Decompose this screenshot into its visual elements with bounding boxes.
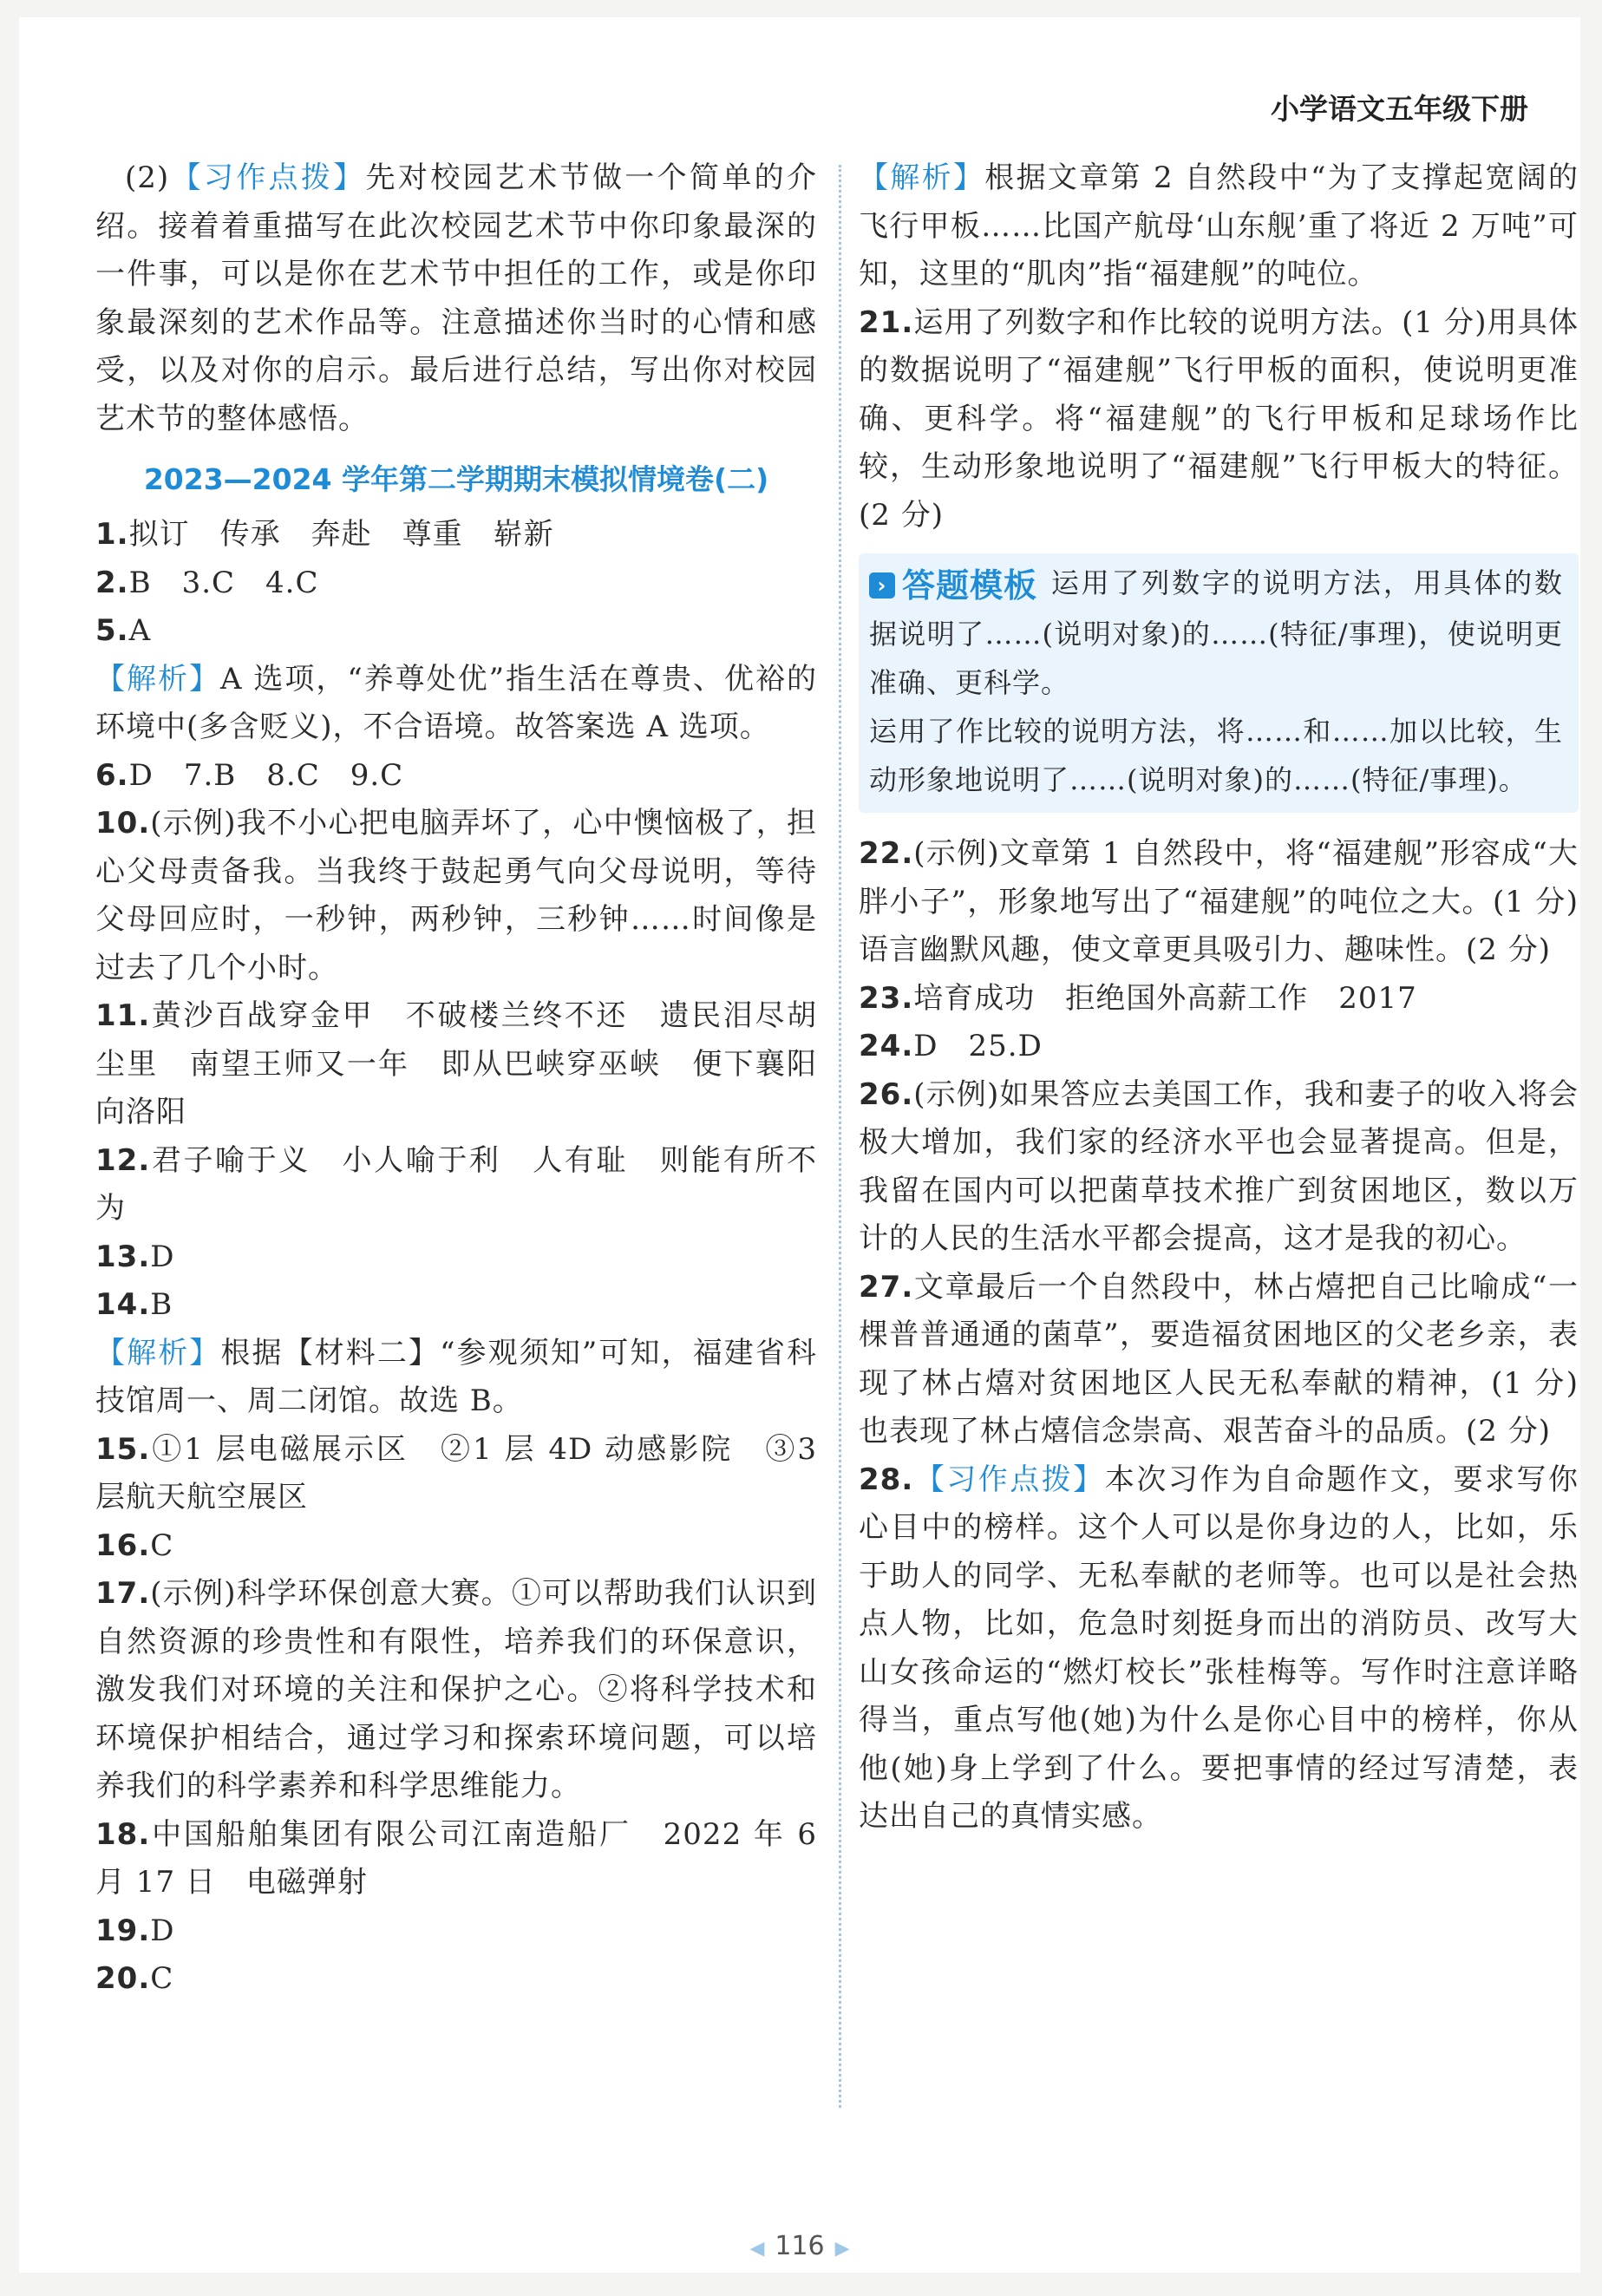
item-text: A 选项，“养尊处优”指生活在尊贵、优裕的环境中(多含贬义)，不合语境。故答案选 A 选项。 (95, 661, 818, 744)
item-number: 5. (95, 613, 129, 648)
answer-item (859, 1023, 1579, 1071)
item-number: 6. (95, 757, 129, 793)
answer-item (95, 559, 817, 608)
column-divider (839, 165, 841, 2108)
triangle-left-icon: ◀ (749, 2238, 765, 2260)
answer-item (95, 1233, 817, 1282)
item-number: 18. (95, 1816, 151, 1852)
item-text: 培育成功 拒绝国外高薪工作 2017 (913, 980, 1417, 1016)
item-text: 君子喻于义 小人喻于利 人有耻 则能有所不为 (95, 1142, 817, 1226)
page-number (19, 2231, 1580, 2261)
item-text: C (150, 1527, 174, 1563)
answer-item (859, 975, 1579, 1024)
answer-item (95, 1426, 817, 1522)
item-text: 根据【材料二】“参观须知”可知，福建省科技馆周一、周二闭馆。故选 B。 (95, 1335, 817, 1418)
item-number: 21. (859, 304, 914, 340)
item-text: A (128, 613, 152, 648)
item-text: D 25.D (913, 1029, 1043, 1063)
item-number: 2. (95, 565, 129, 600)
item-number: 19. (95, 1913, 151, 1948)
answer-item (859, 830, 1579, 975)
item-text: B (150, 1287, 173, 1322)
item-number: 17. (95, 1576, 151, 1611)
triangle-right-icon: ▶ (834, 2238, 850, 2260)
item-text: C (150, 1961, 174, 1996)
item-number: 24. (859, 1029, 914, 1063)
item-number: 16. (95, 1527, 151, 1563)
item-number: 22. (859, 836, 914, 871)
answer-item (95, 752, 817, 801)
intro-prefix: (2) (125, 160, 170, 195)
intro-text: 先对校园艺术节做一个简单的介绍。接着着重描写在此次校园艺术节中你印象最深的一件事，可以是你在艺术节中担任的工作，或是你印象最深刻的艺术作品等。注意描述你当时的心情和感受，以及对你的启示。最后进行总结，写出你对校园艺术节的整体感悟。 (95, 160, 817, 436)
intro-paragraph (95, 154, 817, 443)
left-column (95, 154, 817, 2004)
answer-item (95, 992, 817, 1137)
template-line-2: 运用了作比较的说明方法，将……和……加以比较，生动形象地说明了……(说明对象)的……(特征/事理)。 (869, 715, 1563, 796)
answer-item (95, 1281, 817, 1330)
answer-item (95, 1137, 817, 1233)
item-text: 文章最后一个自然段中，林占熺把自己比喻成“一棵普普通通的菌草”，要造福贫困地区的父老乡亲，表现了林占熺对贫困地区人民无私奉献的精神，(1 分)也表现了林占熺信念崇高、艰苦奋斗的品质。(2 分) (859, 1269, 1579, 1449)
writing-tip-tag: 【习作点拨】 (913, 1462, 1105, 1497)
item-text: (示例)我不小心把电脑弄坏了，心中懊恼极了，担心父母责备我。当我终于鼓起勇气向父母说明，等待父母回应时，一秒钟，两秒钟，三秒钟……时间像是过去了几个小时。 (95, 806, 817, 985)
page (19, 17, 1580, 2273)
item-text: 中国船舶集团有限公司江南造船厂 2022 年 6 月 17 日 电磁弹射 (95, 1816, 817, 1900)
answer-item (859, 299, 1579, 540)
item-number: 15. (95, 1431, 151, 1467)
item-text: 本次习作为自命题作文，要求写你心目中的榜样。这个人可以是你身边的人，比如，乐于助人的同学、无私奉献的老师等。也可以是社会热点人物，比如，危急时刻挺身而出的消防员、改写大山女孩命运的“燃灯校长”张桂梅等。写作时注意详略得当，重点写他(她)为什么是你心目中的榜样，你从他(她)身上学到了什么。要把事情的经过写清楚，表达出自己的真情实感。 (859, 1462, 1579, 1834)
analysis-tag: 【解析】 (95, 661, 220, 697)
answer-item (859, 1264, 1579, 1456)
item-number: 26. (859, 1076, 914, 1112)
answer-item (859, 1456, 1579, 1841)
answer-item (95, 1811, 817, 1907)
item-number: 12. (95, 1142, 151, 1178)
item-number: 27. (859, 1269, 914, 1305)
item-text: 运用了列数字和作比较的说明方法。(1 分)用具体的数据说明了“福建舰”飞行甲板的面积，使说明更准确、更科学。将“福建舰”的飞行甲板和足球场作比较，生动形象地说明了“福建舰”飞行甲板大的特征。(2 分) (859, 304, 1579, 533)
section-title: 2023—2024 学年第二学期期末模拟情境卷(二) (143, 462, 769, 496)
answer-item (95, 1955, 817, 2004)
item-number: 13. (95, 1239, 151, 1274)
item-number: 10. (95, 806, 151, 841)
item-text: (示例)如果答应去美国工作，我和妻子的收入将会极大增加，我们家的经济水平也会显著提高。但是，我留在国内可以把菌草技术推广到贫困地区，数以万计的人民的生活水平都会提高，这才是我的初心。 (859, 1076, 1579, 1256)
item-number: 28. (859, 1462, 914, 1497)
item-text: 黄沙百战穿金甲 不破楼兰终不还 遗民泪尽胡尘里 南望王师又一年 即从巴峡穿巫峡 便下襄阳向洛阳 (95, 998, 817, 1129)
item-text: ①1 层电磁展示区 ②1 层 4D 动感影院 ③3 层航天航空展区 (95, 1431, 817, 1514)
item-number: 14. (95, 1287, 151, 1322)
answer-item (95, 511, 817, 559)
item-number: 1. (95, 517, 129, 552)
template-heading (869, 561, 1037, 610)
header-title: 小学语文五年级下册 (1271, 92, 1528, 126)
chevron-right-icon: › (869, 572, 895, 599)
template-line-1 (869, 559, 1563, 707)
right-column (859, 154, 1579, 1841)
analysis-tag: 【解析】 (859, 160, 985, 195)
item-text: B 3.C 4.C (128, 565, 319, 600)
item-text: (示例)文章第 1 自然段中，将“福建舰”形容成“大胖小子”，形象地写出了“福建舰”的吨位之大。(1 分)语言幽默风趣，使文章更具吸引力、趣味性。(2 分) (859, 836, 1579, 967)
page-number-text: 116 (775, 2231, 825, 2261)
template-title: 答题模板 (902, 566, 1038, 605)
answer-item (95, 1570, 817, 1811)
item-text: (示例)科学环保创意大赛。①可以帮助我们认识到自然资源的珍贵性和有限性，培养我们的环保意识，激发我们对环境的关注和保护之心。②将科学技术和环境保护相结合，通过学习和探索环境问题，可以培养我们的科学素养和科学思维能力。 (95, 1576, 817, 1803)
item-text: 根据文章第 2 自然段中“为了支撑起宽阔的飞行甲板……比国产航母‘山东舰’重了将近 2 万吨”可知，这里的“肌肉”指“福建舰”的吨位。 (859, 160, 1579, 291)
item-text: D (150, 1913, 175, 1948)
item-text: D (150, 1239, 175, 1274)
item-number: 20. (95, 1961, 151, 1996)
answer-item (95, 1522, 817, 1571)
item-number: 23. (859, 980, 914, 1016)
analysis-item (95, 656, 817, 752)
analysis-item (95, 1330, 817, 1426)
analysis-item (859, 154, 1579, 299)
answer-item (95, 800, 817, 992)
item-text: D 7.B 8.C 9.C (128, 757, 404, 793)
answer-template-box (859, 553, 1579, 813)
intro-tag: 【习作点拨】 (169, 160, 366, 195)
item-text: 拟订 传承 奔赴 尊重 崭新 (128, 517, 554, 552)
answer-item (95, 1907, 817, 1956)
template-text-1: 运用了列数字的说明方法，用具体的数据说明了……(说明对象)的……(特征/事理)，使说明更准确、更科学。 (869, 566, 1563, 699)
analysis-tag: 【解析】 (95, 1335, 221, 1370)
answer-item (859, 1071, 1579, 1264)
answer-item (95, 607, 817, 656)
item-number: 11. (95, 998, 151, 1033)
